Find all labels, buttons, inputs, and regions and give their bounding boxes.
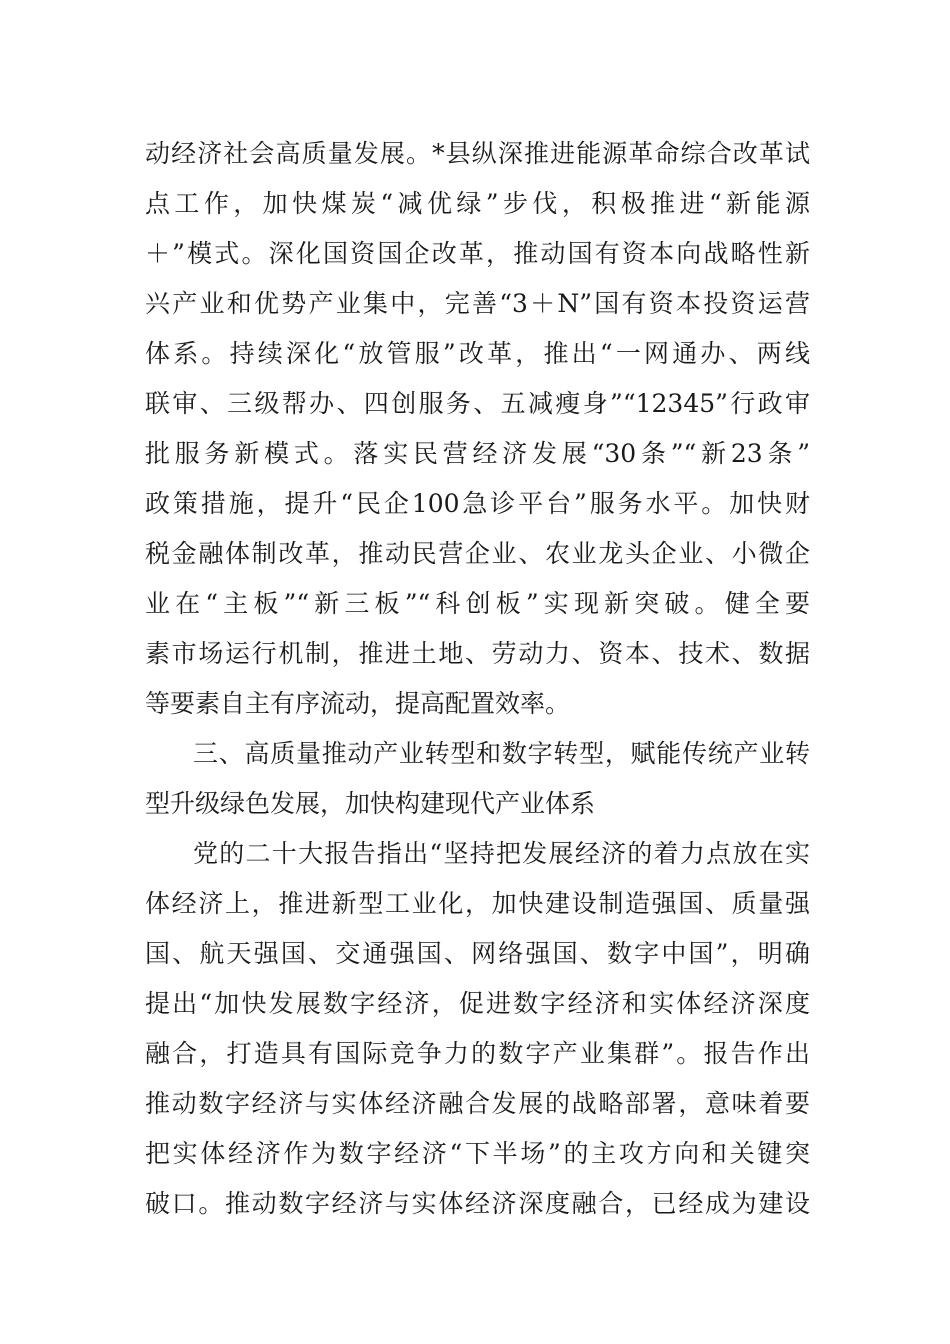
text-line: 国、航天强国、交通强国、网络强国、数字中国”，明确 (145, 939, 810, 968)
text-line: 体系。持续深化“放管服”改革，推出“一网通办、两线 (145, 339, 810, 368)
text-line: 等要素自主有序流动，提高配置效率。 (145, 689, 571, 718)
section-heading-line: 型升级绿色发展，加快构建现代产业体系 (145, 789, 596, 818)
text-line: 融合，打造具有国际竞争力的数字产业集群”。报告作出 (145, 1039, 810, 1068)
text-line: 破口。推动数字经济与实体经济深度融合，已经成为建设 (145, 1189, 810, 1218)
text-line: 批服务新模式。落实民营经济发展“30条”“新23条” (145, 439, 810, 468)
text-line: 提出“加快发展数字经济，促进数字经济和实体经济深度 (145, 989, 810, 1018)
text-line: 税金融体制改革，推动民营企业、农业龙头企业、小微企 (145, 539, 810, 568)
section-heading-line: 三、高质量推动产业转型和数字转型，赋能传统产业转 (193, 739, 810, 768)
text-line: 点工作，加快煤炭“减优绿”步伐，积极推进“新能源 (145, 189, 810, 218)
text-line: 把实体经济作为数字经济“下半场”的主攻方向和关键突 (145, 1139, 810, 1168)
text-line: 体经济上，推进新型工业化，加快建设制造强国、质量强 (145, 889, 810, 918)
text-line: 素市场运行机制，推进土地、劳动力、资本、技术、数据 (145, 639, 810, 668)
text-line: 业在“主板”“新三板”“科创板”实现新突破。健全要 (145, 589, 810, 618)
text-line: 推动数字经济与实体经济融合发展的战略部署，意味着要 (145, 1089, 810, 1118)
text-line: 党的二十大报告指出“坚持把发展经济的着力点放在实 (193, 839, 810, 868)
text-line: ＋”模式。深化国资国企改革，推动国有资本向战略性新 (145, 239, 810, 268)
text-line: 兴产业和优势产业集中，完善“3＋N”国有资本投资运营 (145, 289, 810, 318)
text-line: 动经济社会高质量发展。*县纵深推进能源革命综合改革试 (145, 139, 810, 168)
text-line: 联审、三级帮办、四创服务、五减瘦身”“12345”行政审 (145, 389, 810, 418)
text-line: 政策措施，提升“民企100急诊平台”服务水平。加快财 (145, 489, 810, 518)
